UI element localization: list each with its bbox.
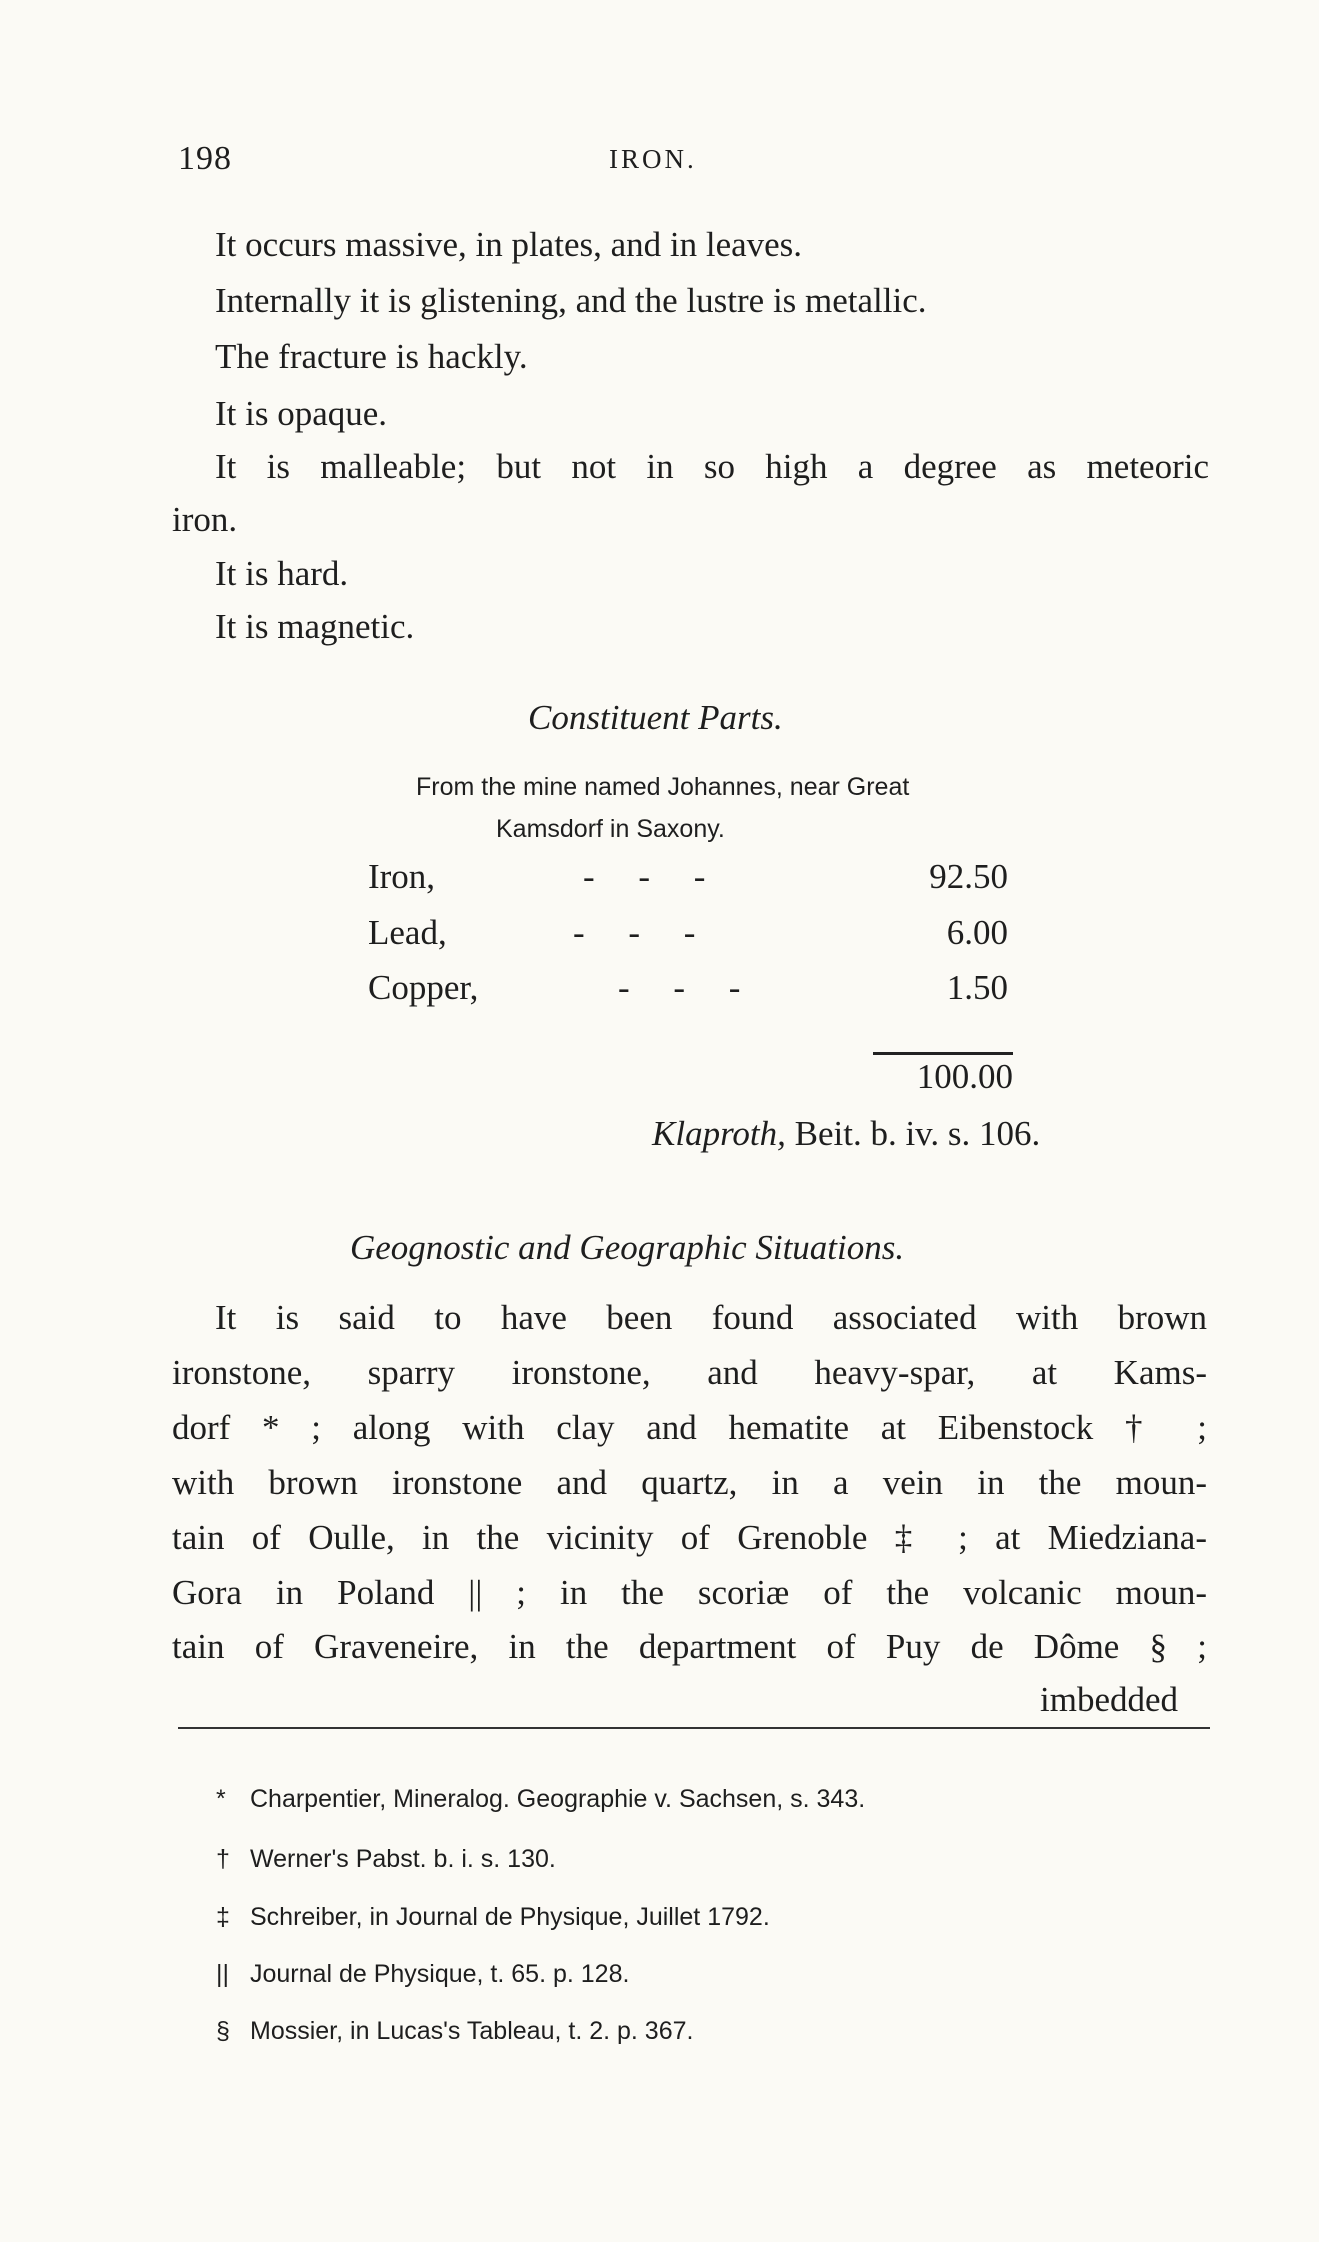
footnote	[216, 2017, 693, 2046]
source-note: From the mine named Johannes, near Great	[416, 773, 910, 801]
description-line: It is malleable; but not in so high a degree as meteoric	[215, 447, 1209, 486]
element-name: Iron,	[368, 857, 436, 896]
description-line: The fracture is hackly.	[215, 337, 528, 376]
total-value: 100.00	[916, 1057, 1013, 1096]
element-name: Copper,	[368, 968, 479, 1007]
sum-rule	[873, 1052, 1013, 1055]
footnote-mark: ‡	[216, 1903, 230, 1931]
footnote	[216, 1785, 865, 1814]
citation-source: Beit. b. iv. s. 106.	[785, 1114, 1041, 1153]
page-number: 198	[178, 140, 232, 177]
footnote-text: Werner's Pabst. b. i. s. 130.	[250, 1845, 556, 1873]
element-value: 6.00	[946, 913, 1008, 952]
footnote	[216, 1845, 556, 1874]
composition-row	[368, 857, 1008, 903]
composition-row	[368, 968, 1008, 1014]
paragraph-line: with brown ironstone and quartz, in a vein in the moun-	[172, 1463, 1207, 1502]
catchword: imbedded	[1040, 1680, 1179, 1719]
footnote-text: Journal de Physique, t. 65. p. 128.	[250, 1960, 630, 1988]
footnote-mark: ||	[216, 1960, 229, 1988]
source-note: Kamsdorf in Saxony.	[496, 815, 725, 843]
situations-heading: Geognostic and Geographic Situations.	[350, 1228, 905, 1267]
leader-dashes: - - -	[583, 857, 706, 896]
footnote-mark: †	[216, 1845, 230, 1873]
footnote-rule	[178, 1727, 1210, 1729]
description-line: Internally it is glistening, and the lustre is metallic.	[215, 281, 927, 320]
element-value: 92.50	[929, 857, 1008, 896]
description-line: It occurs massive, in plates, and in leaves.	[215, 225, 803, 264]
footnote-text: Mossier, in Lucas's Tableau, t. 2. p. 367.	[250, 2017, 694, 2045]
page-header	[0, 140, 1319, 180]
paragraph-line: dorf * ; along with clay and hematite at Eibenstock † ;	[172, 1408, 1207, 1447]
paragraph-line: Gora in Poland || ; in the scoriæ of the volcanic moun-	[172, 1573, 1207, 1612]
paragraph-line: It is said to have been found associated with brown	[215, 1298, 1207, 1337]
footnote-text: Schreiber, in Journal de Physique, Juillet 1792.	[250, 1903, 770, 1931]
description-line: It is magnetic.	[215, 607, 415, 646]
running-head: IRON.	[609, 144, 697, 174]
footnote	[216, 1960, 629, 1989]
paragraph-line: tain of Oulle, in the vicinity of Grenoble ‡ ; at Miedziana-	[172, 1518, 1207, 1557]
leader-dashes: - - -	[618, 968, 741, 1007]
element-name: Lead,	[368, 913, 447, 952]
footnote	[216, 1903, 770, 1932]
constituents-heading: Constituent Parts.	[528, 698, 783, 737]
leader-dashes: - - -	[573, 913, 696, 952]
paragraph-line: ironstone, sparry ironstone, and heavy-spar, at Kams-	[172, 1353, 1207, 1392]
element-value: 1.50	[946, 968, 1008, 1007]
composition-row	[368, 913, 1008, 959]
citation-author: Klaproth,	[652, 1114, 786, 1153]
paragraph-line: tain of Graveneire, in the department of Puy de Dôme § ;	[172, 1627, 1207, 1666]
footnote-mark: §	[216, 2017, 230, 2045]
analysis-citation	[652, 1114, 1040, 1154]
description-line: It is opaque.	[215, 394, 388, 433]
description-line: iron.	[172, 500, 238, 539]
footnote-text: Charpentier, Mineralog. Geographie v. Sachsen, s. 343.	[250, 1785, 866, 1813]
footnote-mark: *	[216, 1785, 226, 1813]
description-line: It is hard.	[215, 554, 349, 593]
